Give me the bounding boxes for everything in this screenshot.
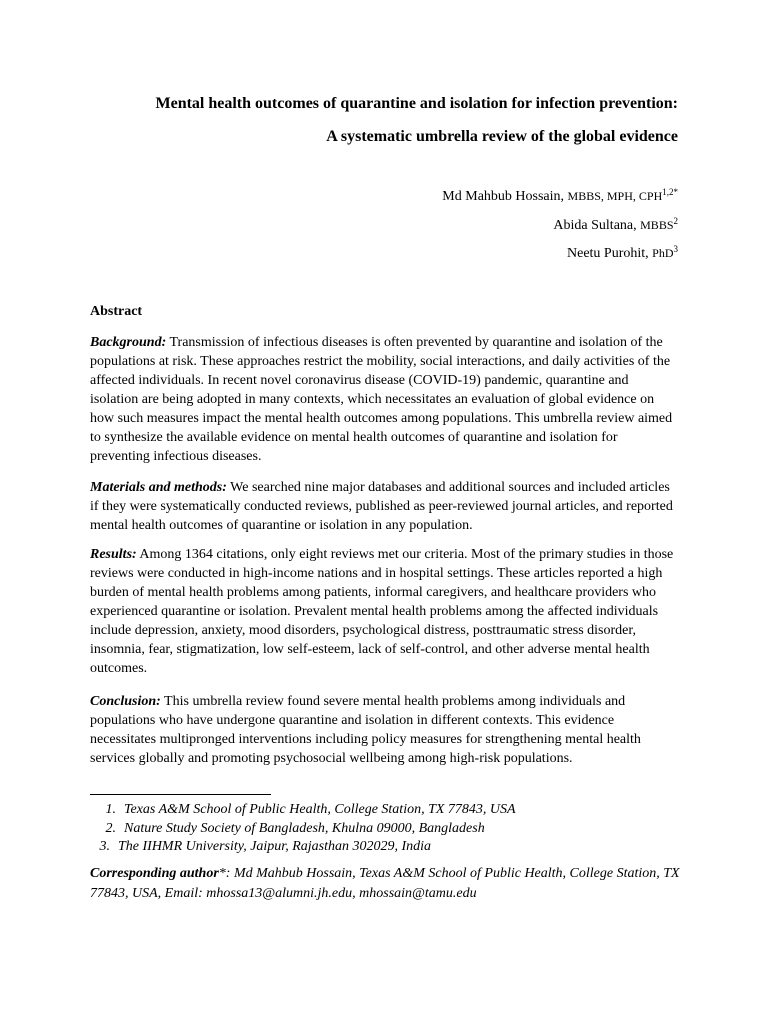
author-1-name: Md Mahbub Hossain,: [442, 189, 568, 204]
author-2: [553, 216, 678, 235]
affiliation-number: 3.: [99, 839, 110, 854]
abstract-methods: [90, 478, 680, 535]
paper-title-line-2: A systematic umbrella review of the global evidence: [326, 128, 678, 145]
author-2-degrees: MBBS: [640, 218, 674, 232]
abstract-background: [90, 333, 680, 466]
affiliation-text: Texas A&M School of Public Health, College Station, TX 77843, USA: [124, 802, 516, 817]
author-2-affiliation-marker: 2: [673, 216, 678, 226]
footnote-divider: [90, 794, 271, 795]
affiliation-list: [90, 801, 690, 857]
author-1-degrees: MBBS, MPH, CPH: [567, 189, 663, 203]
author-3-degrees: PhD: [652, 246, 674, 260]
author-2-name: Abida Sultana,: [553, 218, 641, 233]
results-label: Results:: [90, 547, 137, 562]
abstract-heading: Abstract: [90, 304, 143, 319]
affiliation-number: 2.: [105, 820, 116, 836]
author-1: [442, 187, 678, 206]
corresponding-author-label: Corresponding author: [90, 866, 219, 881]
conclusion-label: Conclusion:: [90, 694, 161, 709]
abstract-conclusion: [90, 692, 680, 768]
affiliation-item: [90, 820, 690, 839]
affiliation-text: The IIHMR University, Jaipur, Rajasthan 302029, India: [118, 839, 432, 854]
author-3: [567, 244, 678, 263]
background-label: Background:: [90, 335, 167, 350]
conclusion-text: This umbrella review found severe mental health problems among individuals and populations who have undergone quarantine and isolation in different contexts. This evidence necessitates multipronged interventions including policy measures for strengthening mental health services globally and promoting psychosocial wellbeing among high-risk populations.: [90, 694, 641, 766]
results-text: Among 1364 citations, only eight reviews met our criteria. Most of the primary studies in those reviews were conducted in high-income nations and in hospital settings. These articles reported a high burden of mental health problems among patients, informal caregivers, and healthcare providers who experienced quarantine or isolation. Prevalent mental health problems among the affected individuals include depression, anxiety, mood disorders, psychological distress, posttraumatic stress disorder, insomnia, fear, stigmatization, low self-esteem, lack of self-control, and other adverse mental health outcomes.: [90, 547, 674, 676]
methods-label: Materials and methods:: [90, 480, 227, 495]
corresponding-author-details: Md Mahbub Hossain, Texas A&M School of Public Health, College Station, TX 77843, USA, Email: mhossa13@alumni.jh.edu, mhossain@tamu.edu: [90, 866, 680, 901]
affiliation-item: [90, 838, 690, 857]
corresponding-author: [90, 864, 690, 904]
corresponding-author-marker: *:: [218, 866, 231, 881]
affiliation-text: Nature Study Society of Bangladesh, Khulna 09000, Bangladesh: [124, 820, 485, 836]
affiliation-number: 1.: [105, 802, 116, 817]
affiliation-item: [90, 801, 690, 820]
author-3-name: Neetu Purohit,: [567, 246, 653, 261]
paper-title-line-1: Mental health outcomes of quarantine and isolation for infection prevention:: [155, 95, 678, 112]
author-3-affiliation-marker: 3: [673, 244, 678, 254]
background-text: Transmission of infectious diseases is often prevented by quarantine and isolation of the populations at risk. These approaches restrict the mobility, social interactions, and daily activities of the affected individuals. In recent novel coronavirus disease (COVID-19) pandemic, quarantine and isolation are being adopted in many contexts, which necessitates an evaluation of global evidence on how such measures impact the mental health outcomes among populations. This umbrella review aimed to synthesize the available evidence on mental health outcomes of quarantine and isolation for preventing infectious diseases.: [90, 335, 673, 464]
methods-text: We searched nine major databases and additional sources and included articles if they were systematically conducted reviews, published as peer-reviewed journal articles, and reported mental health outcomes of quarantine or isolation in any population.: [90, 480, 673, 533]
author-1-affiliation-marker: 1,2*: [662, 187, 678, 197]
abstract-results: [90, 545, 680, 678]
